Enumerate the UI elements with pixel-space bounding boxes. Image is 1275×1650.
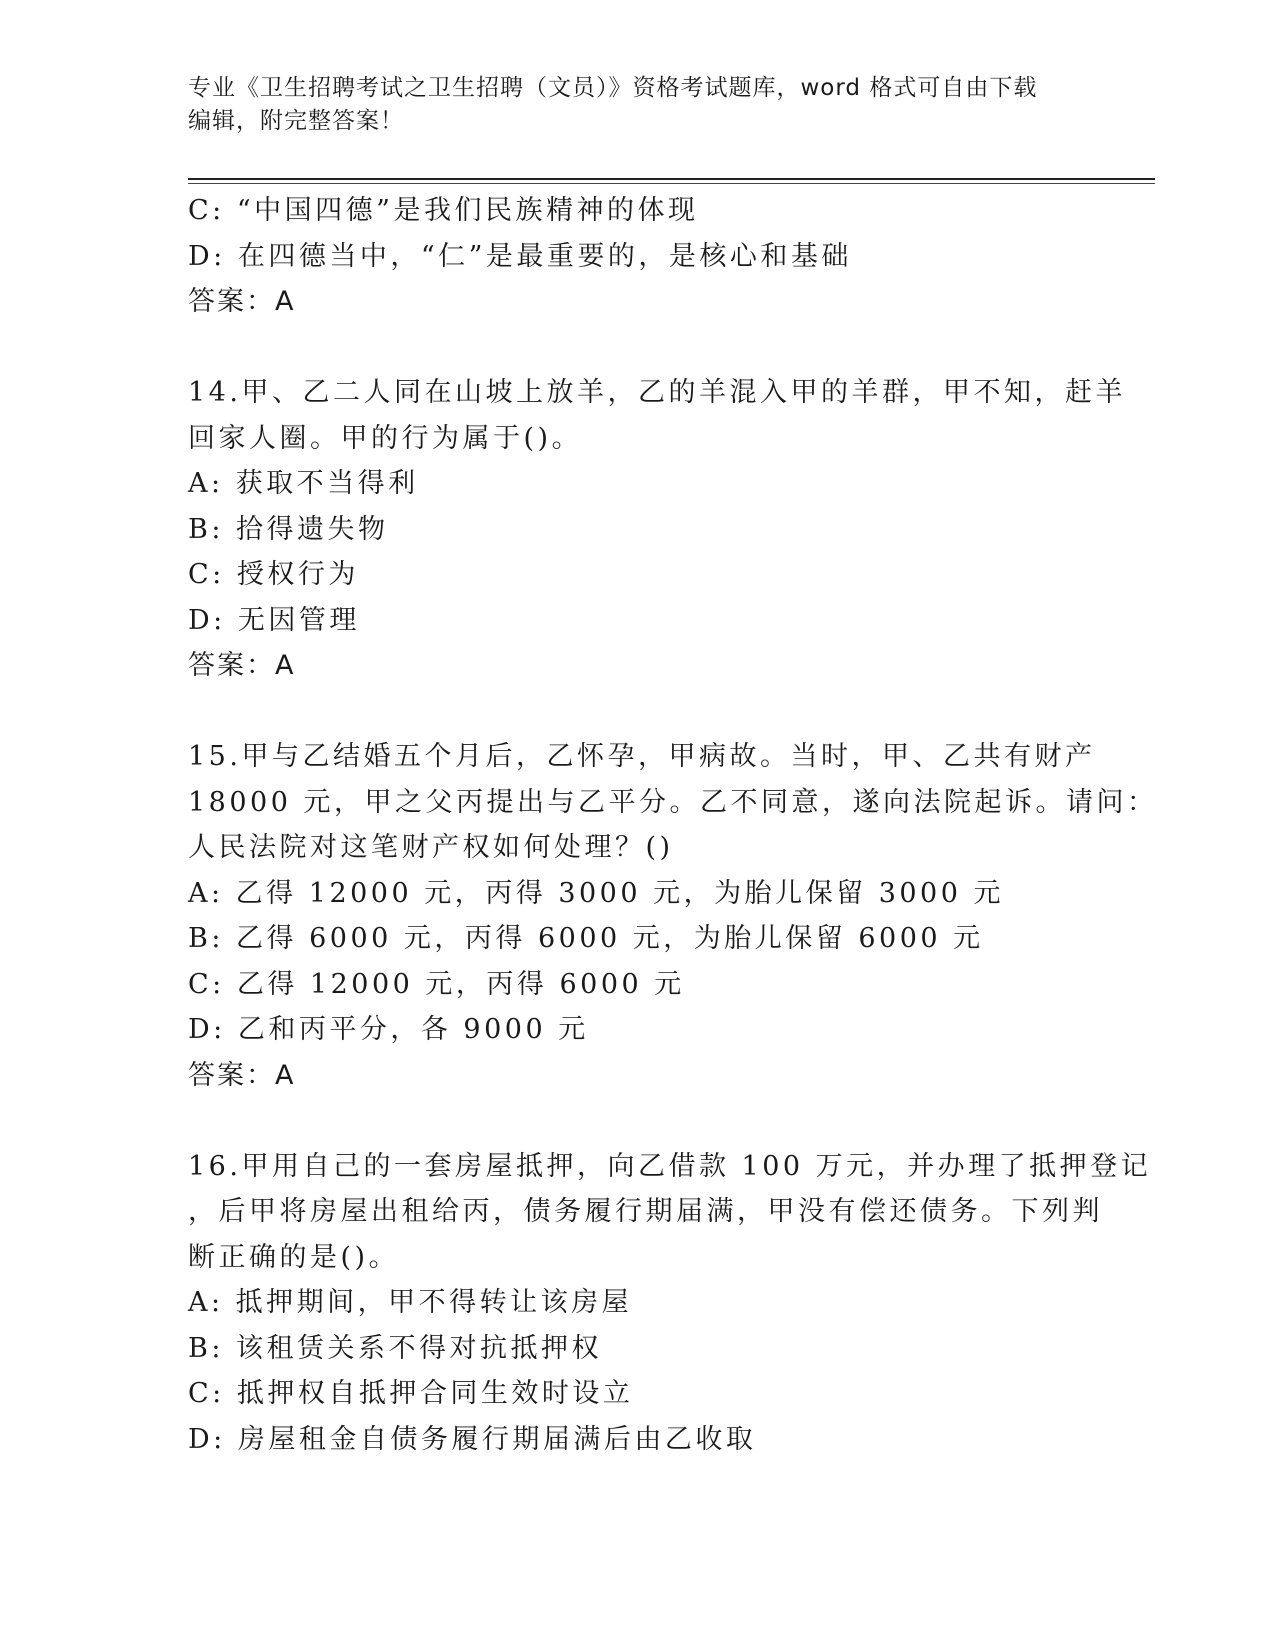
header-divider-thin xyxy=(188,183,1155,184)
question-14 xyxy=(188,370,1126,689)
option-a: A: 乙得 12000 元，丙得 3000 元，为胎儿保留 3000 元 xyxy=(188,877,1004,909)
option-b: B: 拾得遗失物 xyxy=(188,513,389,545)
spacer xyxy=(188,689,1078,735)
question-stem-line: 人民法院对这笔财产权如何处理？() xyxy=(188,832,674,863)
option-a: A: 获取不当得利 xyxy=(188,468,419,499)
option-d: D: 在四德当中，“仁”是最重要的，是核心和基础 xyxy=(188,240,852,272)
answer-line: 答案：A xyxy=(188,1059,296,1091)
question-stem-line: 15.甲与乙结婚五个月后，乙怀孕，甲病故。当时，甲、乙共有财产 xyxy=(188,741,1096,772)
option-c: C: “中国四德”是我们民族精神的体现 xyxy=(188,195,699,226)
option-d: D: 无因管理 xyxy=(188,604,360,636)
question-stem-line: 14.甲、乙二人同在山坡上放羊，乙的羊混入甲的羊群，甲不知，赶羊 xyxy=(188,377,1126,408)
spacer xyxy=(188,325,1078,371)
header-line-2: 编辑，附完整答案！ xyxy=(188,108,404,134)
question-16 xyxy=(188,1144,1152,1463)
question-stem-line: 断正确的是()。 xyxy=(188,1241,400,1273)
header-line-1: 专业《卫生招聘考试之卫生招聘（文员）》资格考试题库，word 格式可自由下载 xyxy=(188,75,1038,101)
option-d: D: 房屋租金自债务履行期届满后由乙收取 xyxy=(188,1423,757,1455)
option-c: C: 抵押权自抵押合同生效时设立 xyxy=(188,1378,634,1409)
answer-line: 答案：A xyxy=(188,650,296,681)
question-stem-line: ，后甲将房屋出租给丙，债务履行期届满，甲没有偿还债务。下列判 xyxy=(188,1196,1103,1227)
answer-line: 答案：A xyxy=(188,286,296,317)
question-content xyxy=(188,188,1158,1462)
question-15 xyxy=(188,734,1158,1098)
option-c: C: 乙得 12000 元，丙得 6000 元 xyxy=(188,968,685,1000)
page-header xyxy=(188,72,1068,138)
question-stem-line: 18000 元，甲之父丙提出与乙平分。乙不同意，遂向法院起诉。请问： xyxy=(188,786,1158,818)
spacer xyxy=(188,1098,1078,1144)
option-c: C: 授权行为 xyxy=(188,559,359,590)
option-b: B: 乙得 6000 元，丙得 6000 元，为胎儿保留 6000 元 xyxy=(188,923,984,954)
option-b: B: 该租赁关系不得对抗抵押权 xyxy=(188,1332,603,1364)
question-stem-line: 16.甲用自己的一套房屋抵押，向乙借款 100 万元，并办理了抵押登记 xyxy=(188,1150,1152,1182)
header-divider-thick xyxy=(188,178,1155,180)
option-a: A: 抵押期间，甲不得转让该房屋 xyxy=(188,1287,633,1318)
question-stem-line: 回家人圈。甲的行为属于()。 xyxy=(188,422,583,454)
option-d: D: 乙和丙平分，各 9000 元 xyxy=(188,1014,589,1045)
